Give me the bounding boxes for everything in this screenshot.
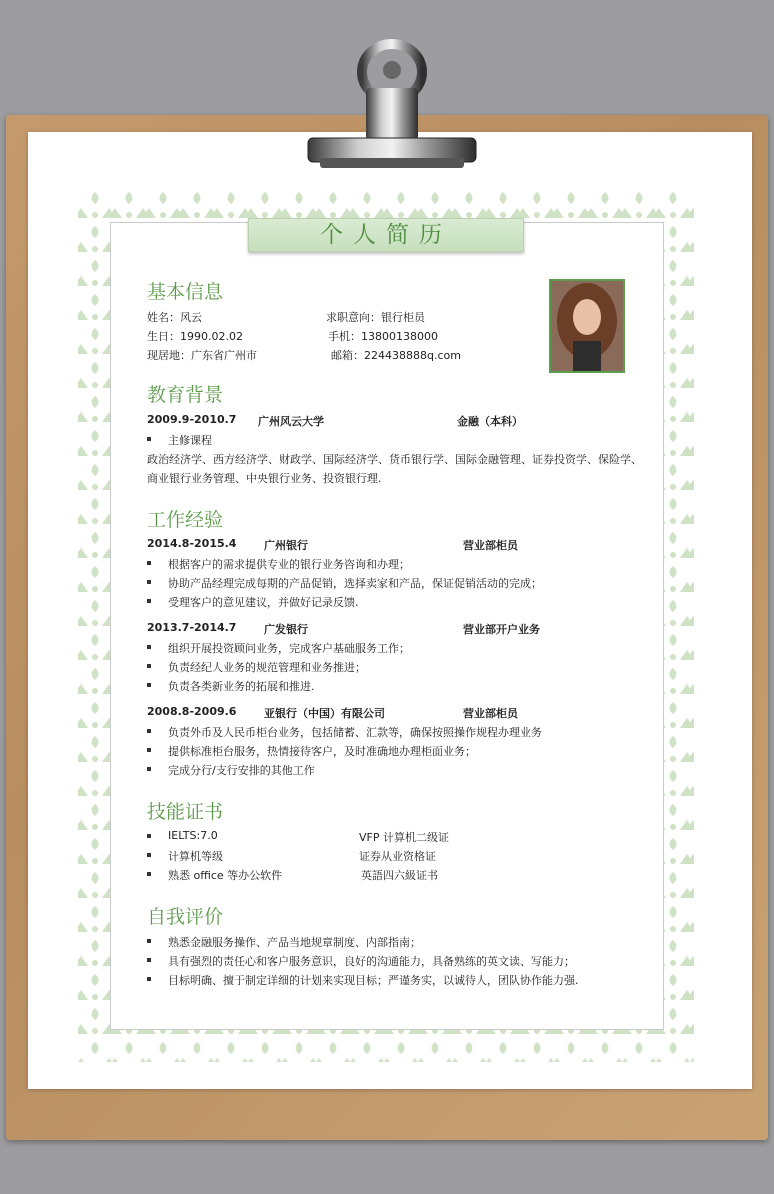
job-period: 2013.7-2014.7 xyxy=(147,621,237,634)
job-intent-field: 求职意向：银行柜员 xyxy=(326,311,425,324)
job-duty: 受理客户的意见建议，并做好记录反馈. xyxy=(168,596,359,609)
job-role: 营业部柜员 xyxy=(463,707,518,720)
education-heading: 教育背景 xyxy=(147,384,224,406)
job-duty: 提供标准柜台服务，热情接待客户，及时准确地办理柜面业务； xyxy=(168,745,476,758)
job-period: 2014.8-2015.4 xyxy=(147,537,237,550)
job-period: 2008.8-2009.6 xyxy=(147,705,237,718)
skill-item: 计算机等级 xyxy=(168,850,223,863)
skill-item: 熟悉 office 等办公软件 xyxy=(168,869,283,882)
courses-line: 政治经济学、西方经济学、财政学、国际经济学、货币银行学、国际金融管理、证券投资学、保险学、 xyxy=(147,453,642,466)
profile-photo xyxy=(549,279,625,373)
name-field: 姓名：风云 xyxy=(147,311,202,324)
certificate-item: 英語四六級证书 xyxy=(361,869,438,882)
job-duty: 负责各类新业务的拓展和推进. xyxy=(168,680,315,693)
basic-info-heading: 基本信息 xyxy=(147,281,224,303)
binder-clip-icon xyxy=(300,30,480,175)
job-company: 亚银行（中国）有限公司 xyxy=(264,707,385,720)
job-company: 广州银行 xyxy=(264,539,308,552)
address-field: 现居地：广东省广州市 xyxy=(147,349,257,362)
certificate-item: 证券从业资格证 xyxy=(359,850,436,863)
self-evaluation-item: 具有强烈的责任心和客户服务意识，良好的沟通能力，具备熟练的英文读、写能力； xyxy=(168,955,575,968)
page-title: 个人简历 xyxy=(248,218,524,252)
skill-item: IELTS:7.0 xyxy=(168,829,218,842)
courses-line: 商业银行业务管理、中央银行业务、投资银行理. xyxy=(147,472,382,485)
education-school: 广州风云大学 xyxy=(258,415,324,428)
self-evaluation-item: 熟悉金融服务操作、产品当地规章制度、内部指南； xyxy=(168,936,421,949)
job-duty: 负责经纪人业务的规范管理和业务推进； xyxy=(168,661,366,674)
course-label: 主修课程 xyxy=(168,434,212,447)
certificate-item: VFP 计算机二级证 xyxy=(359,831,449,844)
self-evaluation-item: 目标明确、擅于制定详细的计划来实现目标；严谨务实，以诚待人，团队协作能力强. xyxy=(168,974,579,987)
education-period: 2009.9-2010.7 xyxy=(147,413,237,426)
job-duty: 协助产品经理完成每期的产品促销，选择卖家和产品，保证促销活动的完成； xyxy=(168,577,542,590)
job-duty: 完成分行/支行安排的其他工作 xyxy=(168,764,315,777)
self-evaluation-heading: 自我评价 xyxy=(147,906,224,928)
email-field: 邮箱：224438888q.com xyxy=(331,349,461,362)
job-company: 广发银行 xyxy=(264,623,308,636)
work-heading: 工作经验 xyxy=(147,509,224,531)
job-role: 营业部开户业务 xyxy=(463,623,540,636)
birthday-field: 生日：1990.02.02 xyxy=(147,330,243,343)
phone-field: 手机：13800138000 xyxy=(328,330,438,343)
skills-heading: 技能证书 xyxy=(147,801,224,823)
education-major: 金融（本科） xyxy=(457,415,523,428)
job-duty: 组织开展投资顾问业务，完成客户基础服务工作； xyxy=(168,642,410,655)
job-duty: 负责外币及人民币柜台业务，包括储蓄、汇款等，确保按照操作规程办理业务 xyxy=(168,726,542,739)
job-duty: 根据客户的需求提供专业的银行业务咨询和办理； xyxy=(168,558,410,571)
job-role: 营业部柜员 xyxy=(463,539,518,552)
